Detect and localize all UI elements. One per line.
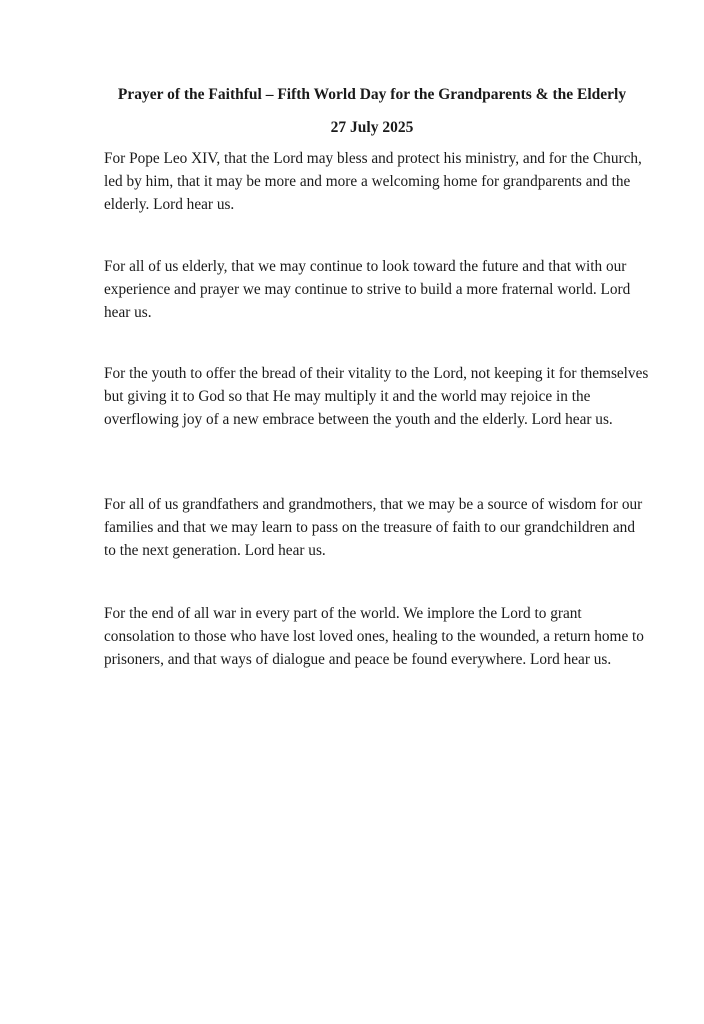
document-title: Prayer of the Faithful – Fifth World Day for the Grandparents & the Elderly	[117, 86, 627, 103]
document-date: 27 July 2025	[330, 119, 414, 136]
prayer-intention-1: For Pope Leo XIV, that the Lord may bless and protect his ministry, and for the Church, led by him, that it may be more and more a welcoming home for grandparents and the elderly. Lord hear us.	[104, 150, 642, 213]
prayer-intention-4: For all of us grandfathers and grandmothers, that we may be a source of wisdom for our families and that we may learn to pass on the treasure of faith to our grandchildren and to the next generation. Lord hear us.	[104, 496, 643, 559]
prayer-intention-5: For the end of all war in every part of the world. We implore the Lord to grant consolation to those who have lost loved ones, healing to the wounded, a return home to prisoners, and that ways of dialogue and peace be found everywhere. Lord hear us.	[104, 605, 644, 668]
prayer-intention-3: For the youth to offer the bread of their vitality to the Lord, not keeping it for themselves but giving it to God so that He may multiply it and the world may rejoice in the overflowing joy of a new embrace between the youth and the elderly. Lord hear us.	[104, 365, 649, 428]
prayer-intention-2: For all of us elderly, that we may continue to look toward the future and that with our experience and prayer we may continue to strive to build a more fraternal world. Lord hear us.	[104, 258, 631, 321]
